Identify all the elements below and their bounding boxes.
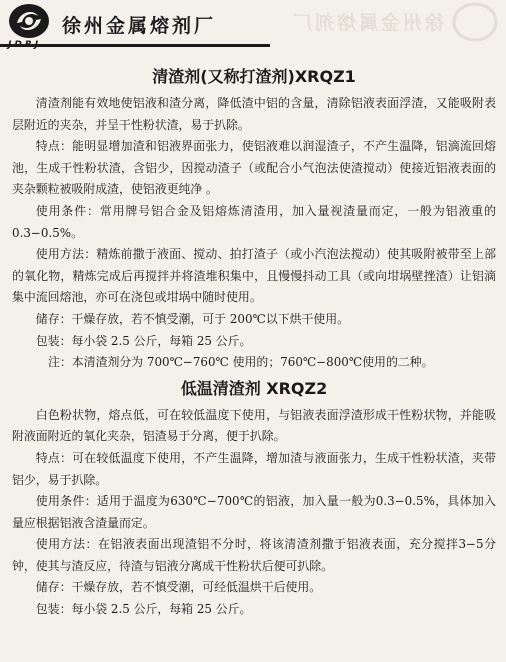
letterhead — [0, 0, 506, 56]
product1-packaging: 包装：每小袋 2.5 公斤，每箱 25 公斤。 — [35, 333, 252, 348]
document-body — [12, 62, 496, 621]
product1-conditions: 使用条件：常用牌号铝合金及铝熔炼清渣用，加入量视渣量而定，一般为铝液重的 0.3−0.5%。 — [12, 203, 496, 240]
product1-title: 清渣剂(又称打渣剂)XRQZ1 — [152, 67, 356, 86]
product2-conditions: 使用条件：适用于温度为630℃−700℃的铝液，加入量一般为0.3−0.5%，具体加入量应根据铝液含渣量而定。 — [12, 494, 496, 530]
product2-storage: 储存：干燥存放，若不慎受潮，可经低温烘干后使用。 — [35, 580, 322, 595]
product1-features: 特点：能明显增加渣和铝液界面张力，使铝液难以润湿渣子，不产生温降，铝滴流回熔池，生成干性粉状渣，含铝少，因搅动渣子（或配合小气泡法使渣搅动）使接近铝液表面的夹杂颗粒被吸附成渣，使铝液更纯净 。 — [12, 139, 496, 197]
header-rule — [0, 44, 270, 47]
product1-intro: 清渣剂能有效地使铝液和渣分离，降低渣中铝的含量，清除铝液表面浮渣，又能吸附表层附近的夹杂，并呈干性粉状渣，易于扒除。 — [12, 96, 496, 132]
product1-storage: 储存：干燥存放，若不慎受潮，可于 200℃以下烘干使用。 — [35, 311, 350, 326]
bleed-through-company-name: 徐州金属熔剂厂 — [290, 12, 445, 34]
product2-packaging: 包装：每小袋 2.5 公斤，每箱 25 公斤。 — [35, 602, 252, 617]
product2-features: 特点：可在较低温度下使用，不产生温降，增加渣与液面张力，生成干性粉状渣，夹带铝少，易于扒除。 — [12, 450, 496, 487]
product2-title: 低温清渣剂 XRQZ2 — [180, 378, 328, 398]
bleed-through-logo — [452, 2, 498, 42]
company-name: 徐州金属熔剂厂 — [62, 15, 217, 37]
product1-method: 使用方法：精炼前撒于液面、搅动、拍打渣子（或小汽泡法搅动）使其吸附被带至上部的氧化物，精炼完成后再搅拌并将渣堆积集中，且慢慢抖动工具（或向坩埚壁挫渣）让铝滴集中流回熔池，亦可在浇包或坩埚中随时使用。 — [12, 247, 496, 305]
product2-intro: 白色粉状物，熔点低，可在较低温度下使用，与铝液表面浮渣形成干性粉状物，并能吸附液面附近的氧化夹杂，铝渣易于分离，便于扒除。 — [12, 407, 496, 444]
product1-note: 注：本清渣剂分为 700℃−760℃ 使用的；760℃−800℃使用的二种。 — [48, 355, 434, 370]
product2-method: 使用方法：在铝液表面出现渣铝不分时，将该清渣剂撒于铝液表面，充分搅拌3−5分钟，使其与渣反应，待渣与铝液分离成干性粉状后便可扒除。 — [12, 537, 496, 573]
company-logo — [8, 3, 50, 39]
